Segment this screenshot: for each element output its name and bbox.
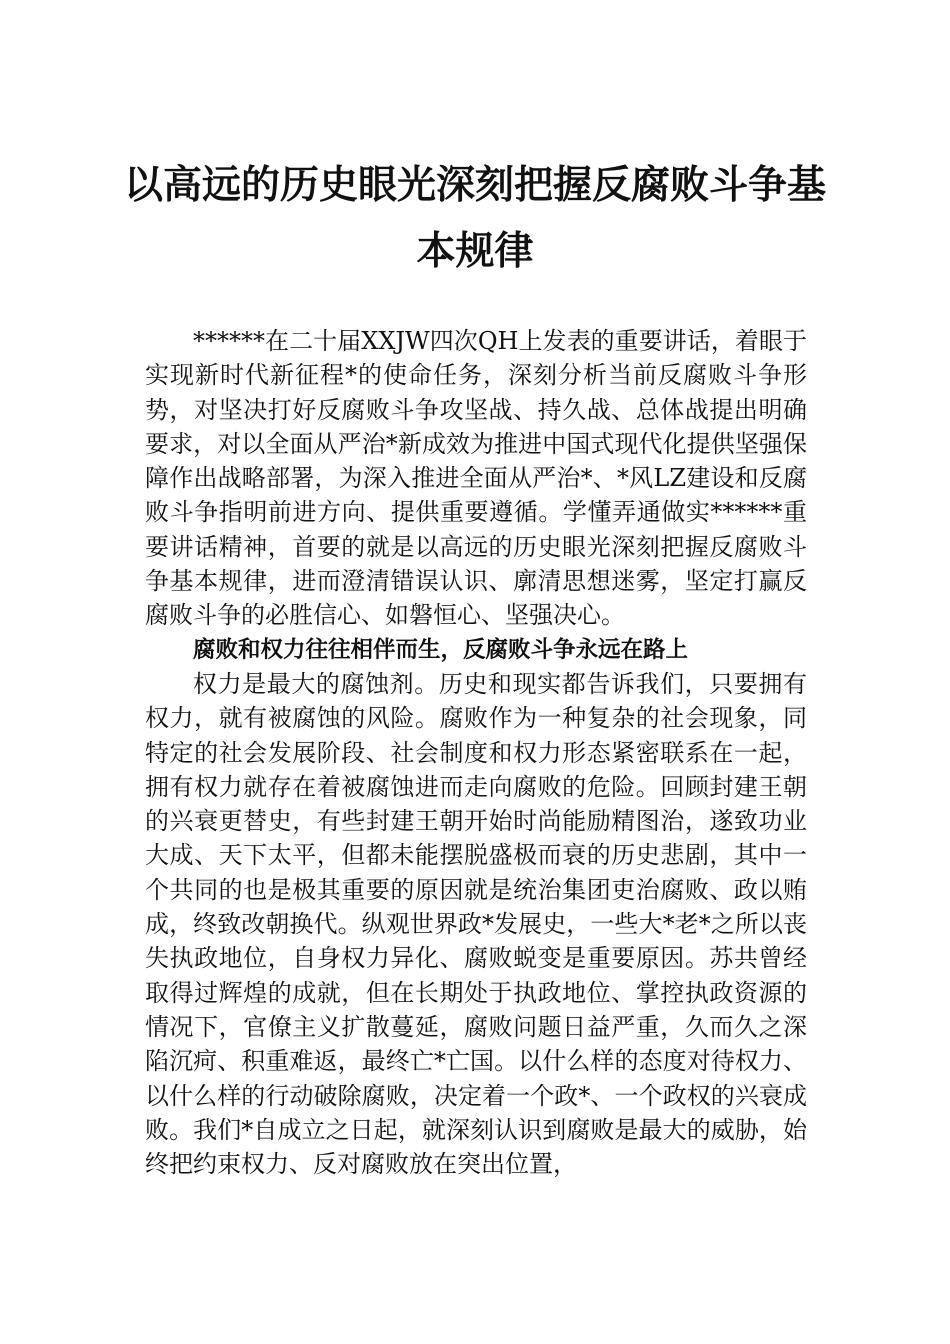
document-title: 以高远的历史眼光深刻把握反腐败斗争基本规律 (123, 162, 826, 274)
intro-paragraph: ******在二十届XXJW四次QH上发表的重要讲话，着眼于实现新时代新征程*的使命任务，深刻分析当前反腐败斗争形势，对坚决打好反腐败斗争攻坚战、持久战、总体战提出明确要求，对以全面从严治*新成效为推进中国式现代化提供坚强保障作出战略部署，为深入推进全面从严治*、*风LZ建设和反腐败斗争指明前进方向、提供重要遵循。学懂弄通做实******重要讲话精神，首要的就是以高远的历史眼光深刻把握反腐败斗争基本规律，进而澄清错误认识、廓清思想迷雾，坚定打赢反腐败斗争的必胜信心、如磐恒心、坚强决心。 (145, 327, 807, 630)
section-heading: 腐败和权力往往相伴而生，反腐败斗争永远在路上 (193, 636, 689, 663)
section-paragraph: 权力是最大的腐蚀剂。历史和现实都告诉我们，只要拥有权力，就有被腐蚀的风险。腐败作为一种复杂的社会现象，同特定的社会发展阶段、社会制度和权力形态紧密联系在一起，拥有权力就存在着被腐蚀进而走向腐败的危险。回顾封建王朝的兴衰更替史，有些封建王朝开始时尚能励精图治，遂致功业大成、天下太平，但都未能摆脱盛极而衰的历史悲剧，其中一个共同的也是极其重要的原因就是统治集团吏治腐败、政以贿成，终致改朝换代。纵观世界政*发展史，一些大*老*之所以丧失执政地位，自身权力异化、腐败蜕变是重要原因。苏共曾经取得过辉煌的成就，但在长期处于执政地位、掌控执政资源的情况下，官僚主义扩散蔓延，腐败问题日益严重，久而久之深陷沉疴、积重难返，最终亡*亡国。以什么样的态度对待权力、以什么样的行动破除腐败，决定着一个政*、一个政权的兴衰成败。我们*自成立之日起，就深刻认识到腐败是最大的威胁，始终把约束权力、反对腐败放在突出位置， (145, 669, 807, 1179)
document-body (145, 324, 807, 1181)
